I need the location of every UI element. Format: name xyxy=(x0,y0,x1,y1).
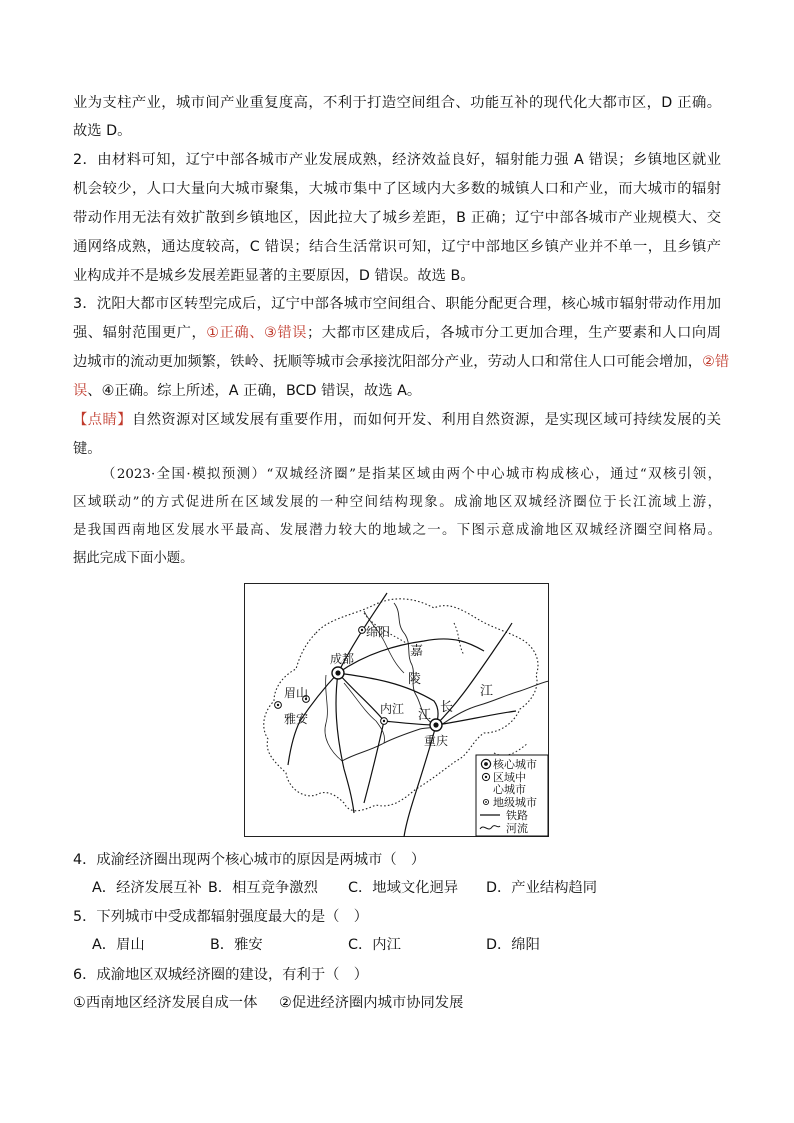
highlight-text: ②错 xyxy=(702,354,730,370)
option-c[interactable]: C．内江 xyxy=(348,937,401,953)
text-segment: 带动作用无法有效扩散到乡镇地区，因此拉大了城乡差距，B 正确；辽宁中部各城市产业规模大、交 xyxy=(73,210,721,226)
question-stem-text: 6．成渝地区双城经济圈的建设，有利于（ ） xyxy=(73,967,369,983)
highlight-text: 【点睛】 xyxy=(73,412,132,428)
question-stem-text: 4．成渝经济圈出现两个核心城市的原因是两城市（ ） xyxy=(73,852,426,868)
text-line xyxy=(73,410,721,430)
text-segment: 边城市的流动更加频繁，铁岭、抚顺等城市会承接沈阳部分产业，劳动人口和常住人口可能会增加， xyxy=(73,354,703,370)
text-segment: 机会较少，人口大量向大城市聚集，大城市集中了区域内大多数的城镇人口和产业，而大城市的辐射 xyxy=(73,181,721,197)
text-segment: 自然资源对区域发展有重要作用，而如何开发、利用自然资源，是实现区域可持续发展的关 xyxy=(131,412,721,428)
map-legend xyxy=(476,755,548,836)
river-label-jiang-jialing: 江 xyxy=(418,708,432,723)
text-segment: 据此完成下面小题。 xyxy=(73,551,194,566)
legend-railway-label: 铁路 xyxy=(506,809,528,822)
legend-regional-city-label-1: 区域中 xyxy=(493,771,526,784)
text-line xyxy=(73,294,721,314)
text-line xyxy=(73,93,721,113)
river-label-ling: 陵 xyxy=(408,672,422,687)
option-b[interactable]: B．雅安 xyxy=(210,937,263,953)
text-line xyxy=(73,266,475,286)
river-label-jia: 嘉 xyxy=(410,644,424,659)
text-line xyxy=(73,237,721,257)
text-segment: ；大都市区建成后，各城市分工更加合理，生产要素和人口向周 xyxy=(306,325,722,341)
option-a[interactable]: A．眉山 xyxy=(92,937,145,953)
city-label-chongqing: 重庆 xyxy=(424,734,449,748)
city-label-meishan: 眉山 xyxy=(284,686,309,700)
text-line xyxy=(73,521,721,541)
text-line xyxy=(73,208,721,228)
option-b[interactable]: B．相互竞争激烈 xyxy=(208,880,318,896)
text-segment: 区域联动”的方式促进所在区域发展的一种空间结构现象。成渝地区双城经济圈位于长江流域上游， xyxy=(73,495,721,510)
text-line xyxy=(73,493,721,513)
option-c[interactable]: C．地域文化迥异 xyxy=(348,880,459,896)
legend-river-label: 河流 xyxy=(506,822,528,835)
text-line xyxy=(73,323,721,343)
river-label-chang: 长 xyxy=(440,700,454,715)
option-a[interactable]: A．经济发展互补 xyxy=(92,880,202,896)
city-label-neijiang: 内江 xyxy=(380,702,405,716)
city-marker-neijiang xyxy=(381,718,388,725)
text-segment: 3．沈阳大都市区转型完成后，辽宁中部各城市空间组合、职能分配更合理，核心城市辐射带动作用加 xyxy=(73,296,721,312)
text-line xyxy=(73,179,721,199)
statement-2: ②促进经济圈内城市协同发展 xyxy=(279,995,464,1011)
legend-core-city-label: 核心城市 xyxy=(493,758,537,771)
city-label-yaan: 雅安 xyxy=(284,712,309,726)
text-line xyxy=(73,352,730,372)
option-d[interactable]: D．产业结构趋同 xyxy=(486,880,598,896)
city-label-mianyang: 绵阳 xyxy=(366,625,391,639)
text-line xyxy=(73,150,721,170)
highlight-text: ①正确、③错误 xyxy=(206,325,307,341)
text-segment: 通网络成熟，通达度较高，C 错误；结合生活常识可知，辽宁中部地区乡镇产业并不单一，且乡镇产 xyxy=(73,239,721,255)
text-segment: 业为支柱产业，城市间产业重复度高，不利于打造空间组合、功能互补的现代化大都市区，D 正确。 xyxy=(73,95,721,111)
city-marker-chengdu xyxy=(332,667,344,679)
text-segment: （2023·全国·模拟预测）“双城经济圈”是指某区域由两个中心城市构成核心，通过“双核引领， xyxy=(102,467,721,482)
text-line xyxy=(73,549,194,569)
legend-prefecture-city-icon xyxy=(483,799,488,804)
highlight-text: 误 xyxy=(73,383,88,399)
text-line xyxy=(102,465,721,485)
text-segment: 业构成并不是城乡发展差距显著的主要原因，D 错误。故选 B。 xyxy=(73,268,475,284)
legend-core-city-icon xyxy=(481,759,490,768)
text-line xyxy=(73,381,421,401)
city-marker-yaan xyxy=(275,702,282,709)
text-segment: 强、辐射范围更广， xyxy=(73,325,207,341)
text-segment: 、④正确。综上所述，A 正确，BCD 错误，故选 A。 xyxy=(87,383,422,399)
legend-prefecture-city-label: 地级城市 xyxy=(493,796,537,809)
city-label-chengdu: 成都 xyxy=(330,652,355,666)
option-d[interactable]: D．绵阳 xyxy=(486,937,540,953)
text-segment: 键。 xyxy=(73,441,102,457)
text-segment: 2．由材料可知，辽宁中部各城市产业发展成熟，经济效益良好，辐射能力强 A 错误；乡镇地区就业 xyxy=(73,152,721,168)
city-marker-chongqing xyxy=(430,719,442,731)
chengyu-economic-circle-map xyxy=(244,583,549,837)
text-line xyxy=(73,439,102,459)
legend-regional-city-icon xyxy=(482,773,489,780)
city-marker-mianyang xyxy=(359,627,366,634)
legend-regional-city-label-2: 心城市 xyxy=(493,783,526,796)
text-segment: 故选 D。 xyxy=(73,123,132,139)
river-label-jiang-yangtze: 江 xyxy=(480,684,494,699)
statement-1: ①西南地区经济发展自成一体 xyxy=(73,995,258,1011)
text-line xyxy=(73,121,131,141)
text-segment: 是我国西南地区发展水平最高、发展潜力较大的地域之一。下图示意成渝地区双城经济圈空间格局。 xyxy=(73,523,721,538)
question-stem-text: 5．下列城市中受成都辐射强度最大的是（ ） xyxy=(73,909,369,925)
